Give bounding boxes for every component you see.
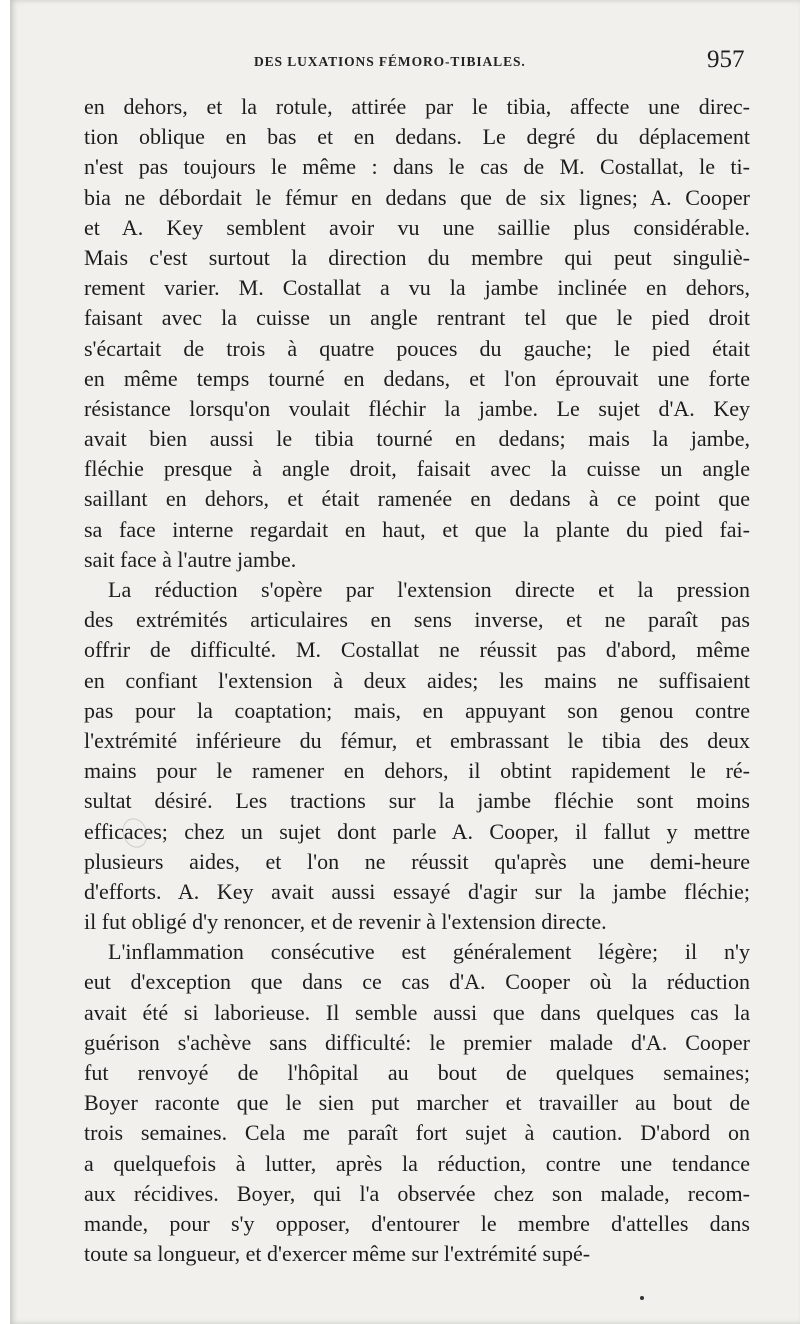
text-line: l'extrémité inférieure du fémur, et embrassant le tibia des deux (84, 727, 750, 753)
text-line: en même temps tourné en dedans, et l'on éprouvait une forte (84, 365, 750, 391)
text-line: Mais c'est surtout la direction du membre qui peut singuliè- (84, 244, 750, 270)
text-line: offrir de difficulté. M. Costallat ne réussit pas d'abord, même (84, 637, 750, 663)
running-title: DES LUXATIONS FÉMORO-TIBIALES. (254, 54, 526, 69)
text-line: fléchie presque à angle droit, faisait avec la cuisse un angle (84, 456, 750, 482)
text-line: en dehors, et la rotule, attirée par le tibia, affecte une direc- (84, 94, 750, 119)
text-line: en confiant l'extension à deux aides; les mains ne suffisaient (84, 667, 750, 693)
text-line: eut d'exception que dans ce cas d'A. Cooper où la réduction (84, 969, 750, 995)
text-line: sait face à l'autre jambe. (84, 546, 297, 572)
text-line: aux récidives. Boyer, qui l'a observée chez son malade, recom- (84, 1180, 750, 1206)
text-line: L'inflammation consécutive est généralement légère; il n'y (108, 939, 750, 965)
text-line: mains pour le ramener en dehors, il obtint rapidement le ré- (84, 758, 750, 784)
body-text (84, 92, 750, 1269)
text-line: La réduction s'opère par l'extension directe et la pression (108, 577, 750, 602)
text-line: efficaces; chez un sujet dont parle A. Cooper, il fallut y mettre (84, 818, 750, 844)
text-line: avait bien aussi le tibia tourné en dedans; mais la jambe, (84, 426, 750, 452)
text-line: sultat désiré. Les tractions sur la jambe fléchie sont moins (84, 788, 750, 814)
text-line: s'écartait de trois à quatre pouces du gauche; le pied était (84, 335, 750, 361)
text-line: d'efforts. A. Key avait aussi essayé d'agir sur la jambe fléchie; (84, 878, 750, 904)
text-line: et A. Key semblent avoir vu une saillie plus considérable. (84, 214, 750, 240)
text-line: pas pour la coaptation; mais, en appuyant son genou contre (84, 697, 750, 723)
text-line: sa face interne regardait en haut, et que la plante du pied fai- (84, 516, 750, 542)
text-line: résistance lorsqu'on voulait fléchir la jambe. Le sujet d'A. Key (84, 395, 750, 421)
ink-speck (640, 1296, 644, 1300)
book-page (10, 0, 800, 1324)
text-line: Boyer raconte que le sien put marcher et travailler au bout de (84, 1090, 750, 1116)
text-line: bia ne débordait le fémur en dedans que de six lignes; A. Cooper (84, 184, 750, 210)
text-line: avait été si laborieuse. Il semble aussi que dans quelques cas la (84, 999, 750, 1025)
text-line: mande, pour s'y opposer, d'entourer le membre d'attelles dans (84, 1210, 750, 1236)
text-line: fut renvoyé de l'hôpital au bout de quelques semaines; (84, 1060, 750, 1085)
text-line: n'est pas toujours le même : dans le cas de M. Costallat, le ti- (84, 154, 750, 180)
text-line: trois semaines. Cela me paraît fort sujet à caution. D'abord on (84, 1120, 750, 1146)
text-line: guérison s'achève sans difficulté: le premier malade d'A. Cooper (84, 1029, 750, 1055)
text-line: a quelquefois à lutter, après la réduction, contre une tendance (84, 1150, 750, 1176)
text-line: rement varier. M. Costallat a vu la jambe inclinée en dehors, (84, 275, 750, 301)
text-line: des extrémités articulaires en sens inverse, et ne paraît pas (84, 607, 750, 633)
page-number: 957 (707, 46, 745, 73)
text-line: plusieurs aides, et l'on ne réussit qu'après une demi-heure (84, 848, 750, 874)
text-line: toute sa longueur, et d'exercer même sur l'extrémité supé- (84, 1241, 591, 1267)
text-line: faisant avec la cuisse un angle rentrant tel que le pied droit (84, 305, 750, 331)
text-line: tion oblique en bas et en dedans. Le degré du déplacement (84, 124, 750, 150)
text-line: saillant en dehors, et était ramenée en dedans à ce point que (84, 486, 750, 512)
text-line: il fut obligé d'y renoncer, et de revenir à l'extension directe. (84, 909, 607, 935)
